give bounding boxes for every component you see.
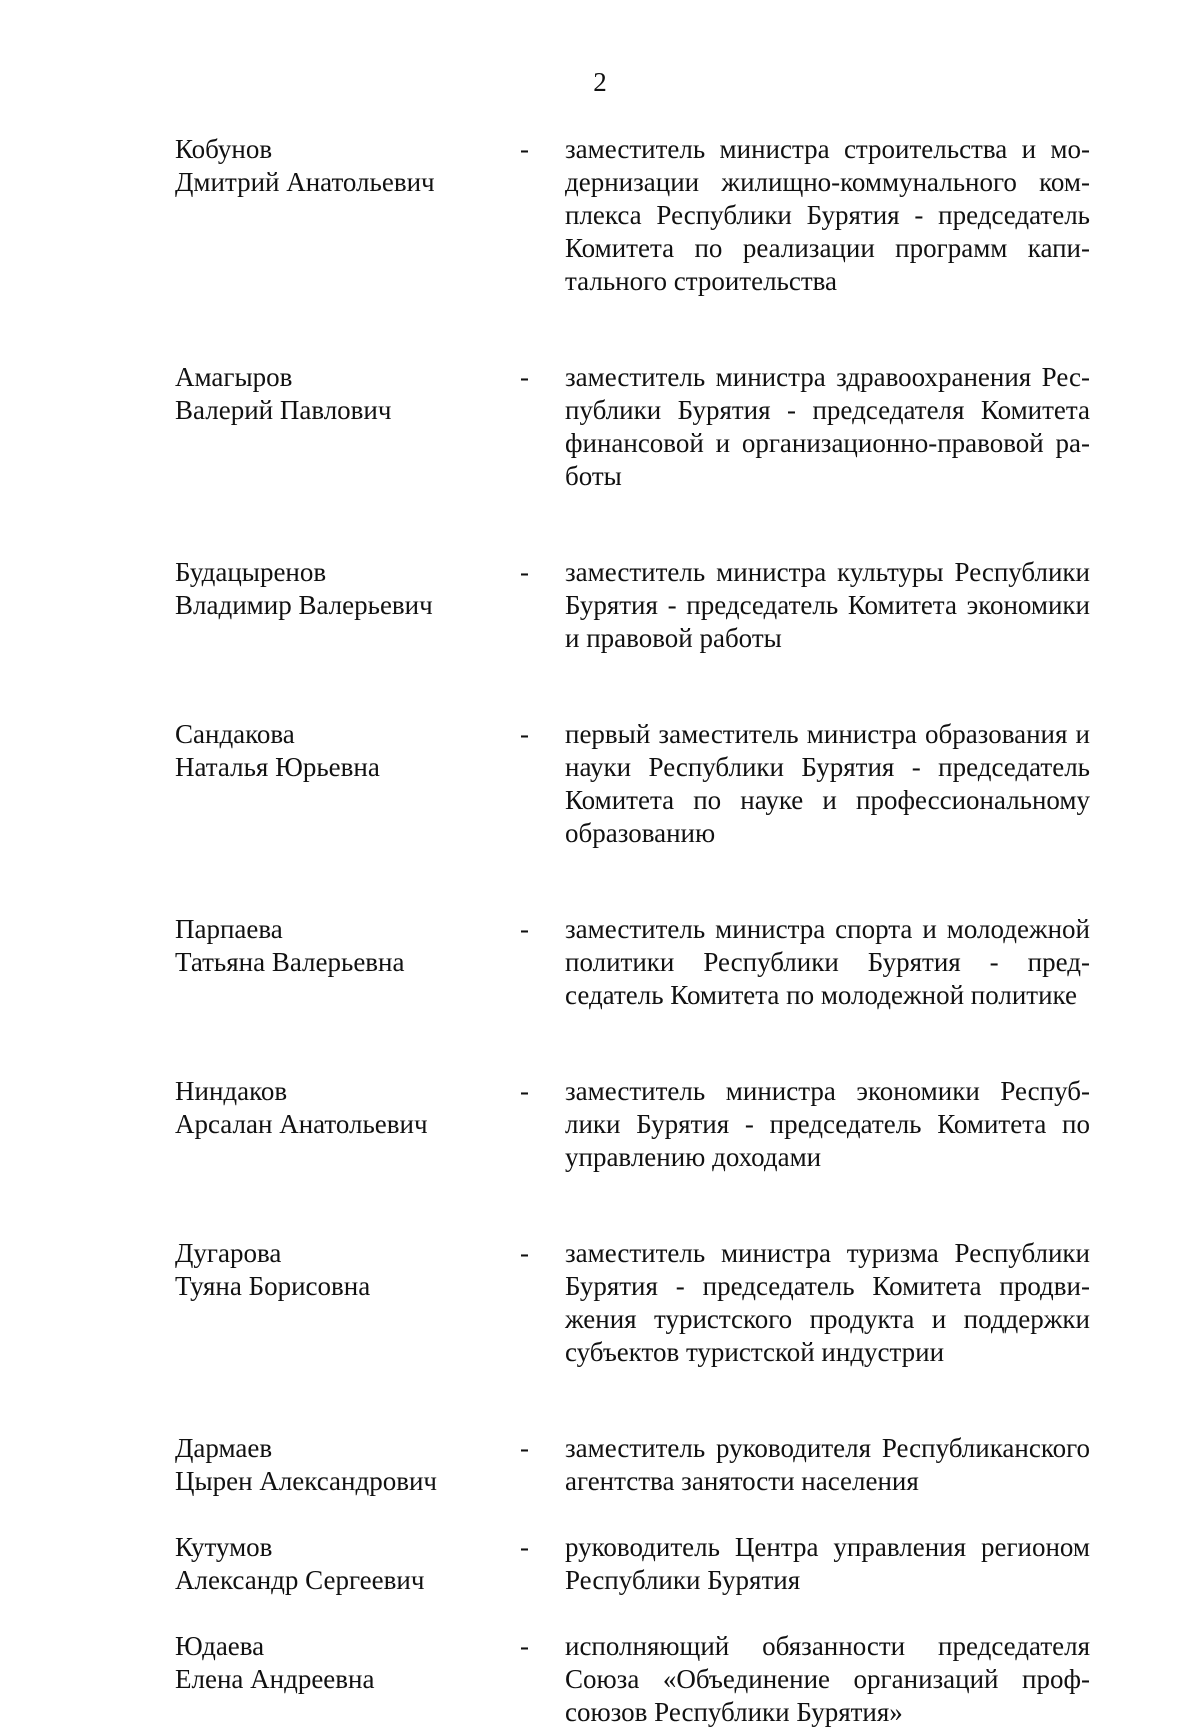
- list-item: [175, 1237, 1090, 1369]
- member-surname: Дармаев: [175, 1433, 273, 1463]
- member-name: [175, 1630, 520, 1696]
- member-surname: Кутумов: [175, 1532, 273, 1562]
- entry-dash: -: [520, 557, 529, 587]
- list-item: [175, 1432, 1090, 1498]
- list-item: [175, 1075, 1090, 1174]
- member-surname: Амагыров: [175, 362, 293, 392]
- member-given-name: Цырен Александрович: [175, 1466, 437, 1496]
- member-role: заместитель руководителя Республиканского агентства занятости населения: [565, 1433, 1090, 1496]
- member-role: заместитель министра строительства и модернизации жилищно-коммунального комплекса Республики Бурятия - председатель Комитета по реализации программ капитального строительства: [565, 134, 1090, 296]
- member-role: заместитель министра спорта и молодежной политики Республики Бурятия - председатель Комитета по молодежной политике: [565, 914, 1090, 1010]
- list-item: [175, 133, 1090, 298]
- member-given-name: Александр Сергеевич: [175, 1565, 425, 1595]
- page-number: 2: [593, 67, 607, 97]
- member-given-name: Дмитрий Анатольевич: [175, 167, 435, 197]
- member-given-name: Владимир Валерьевич: [175, 590, 433, 620]
- member-given-name: Туяна Борисовна: [175, 1271, 371, 1301]
- list-item: [175, 556, 1090, 655]
- entry-dash: -: [520, 1238, 529, 1268]
- member-given-name: Арсалан Анатольевич: [175, 1109, 428, 1139]
- member-given-name: Татьяна Валерьевна: [175, 947, 405, 977]
- member-role: исполняющий обязанности председателя Союза «Объединение организаций профсоюзов Республики Бурятия»: [565, 1631, 1090, 1727]
- member-role: руководитель Центра управления регионом Республики Бурятия: [565, 1532, 1090, 1595]
- member-given-name: Валерий Павлович: [175, 395, 392, 425]
- entry-dash: -: [520, 1532, 529, 1562]
- member-name: [175, 913, 520, 979]
- member-surname: Ниндаков: [175, 1076, 288, 1106]
- member-name: [175, 718, 520, 784]
- member-role: заместитель министра экономики Республики Бурятия - председатель Комитета по управлению доходами: [565, 1076, 1090, 1172]
- member-surname: Будацыренов: [175, 557, 327, 587]
- member-list: [175, 133, 1090, 1729]
- member-role: заместитель министра здравоохранения Республики Бурятия - председателя Комитета финансовой и организационно-правовой работы: [565, 362, 1090, 491]
- entry-dash: -: [520, 914, 529, 944]
- entry-dash: -: [520, 134, 529, 164]
- member-surname: Кобунов: [175, 134, 273, 164]
- list-item: [175, 913, 1090, 1012]
- member-surname: Сандакова: [175, 719, 295, 749]
- member-name: [175, 1531, 520, 1597]
- member-surname: Юдаева: [175, 1631, 265, 1661]
- list-item: [175, 361, 1090, 493]
- member-role: заместитель министра культуры Республики Бурятия - председатель Комитета экономики и правовой работы: [565, 557, 1090, 653]
- member-given-name: Елена Андреевна: [175, 1664, 375, 1694]
- member-name: [175, 1237, 520, 1303]
- member-name: [175, 361, 520, 427]
- entry-dash: -: [520, 362, 529, 392]
- member-name: [175, 133, 520, 199]
- entry-dash: -: [520, 1076, 529, 1106]
- list-item: [175, 1531, 1090, 1597]
- member-role: заместитель министра туризма Республики Бурятия - председатель Комитета продвижения туристского продукта и поддержки субъектов туристской индустрии: [565, 1238, 1090, 1367]
- list-item: [175, 1630, 1090, 1729]
- member-surname: Парпаева: [175, 914, 283, 944]
- entry-dash: -: [520, 1433, 529, 1463]
- entry-dash: -: [520, 1631, 529, 1661]
- member-role: первый заместитель министра образования и науки Республики Бурятия - председатель Комитета по науке и профессиональному образованию: [565, 719, 1090, 848]
- member-given-name: Наталья Юрьевна: [175, 752, 380, 782]
- member-surname: Дугарова: [175, 1238, 282, 1268]
- entry-dash: -: [520, 719, 529, 749]
- member-name: [175, 556, 520, 622]
- member-name: [175, 1432, 520, 1498]
- list-item: [175, 718, 1090, 850]
- member-name: [175, 1075, 520, 1141]
